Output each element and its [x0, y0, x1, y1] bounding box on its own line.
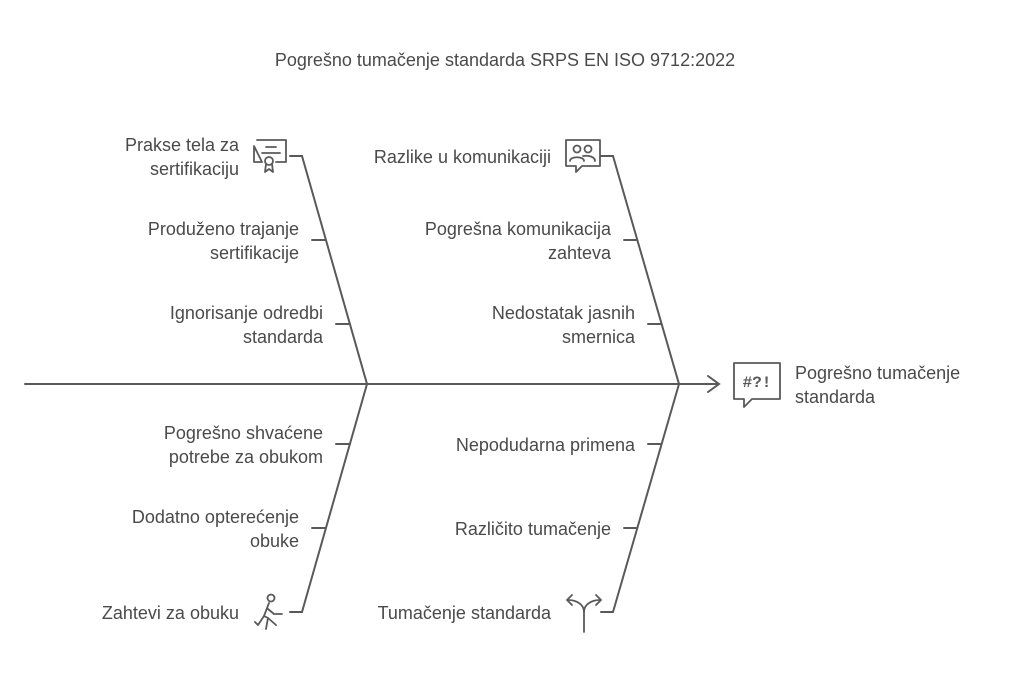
bone-communication [613, 156, 679, 384]
certificate-icon [250, 136, 290, 176]
cause-label: Produženo trajanje sertifikacije [147, 219, 299, 263]
split-arrows-icon [564, 590, 604, 634]
cause-label: Pogrešna komunikacija zahteva [424, 219, 611, 263]
cause-label: Različito tumačenje [454, 519, 611, 539]
category-interpretation-label: Tumačenje standarda [377, 603, 551, 623]
category-communication-label: Razlike u komunikaciji [373, 147, 551, 167]
cause-label: Pogrešno shvaćene potrebe za obukom [163, 423, 323, 467]
effect-label: Pogrešno tumačenje standarda [795, 363, 961, 407]
bone-training [302, 384, 367, 612]
people-chat-icon [562, 137, 602, 177]
category-certification-label: Prakse tela za sertifikaciju [124, 135, 239, 179]
cause-label: Dodatno opterećenje obuke [131, 507, 299, 551]
cause-label: Nepodudarna primena [455, 435, 635, 455]
diagram-title: Pogrešno tumačenje standarda SRPS EN ISO 9712:2022 [274, 50, 736, 70]
interrobang-speech-bubble-icon [732, 361, 782, 411]
bone-certification [302, 156, 367, 384]
person-running-icon [252, 592, 290, 632]
category-training-label: Zahtevi za obuku [101, 603, 239, 623]
bone-interpretation [613, 384, 679, 612]
cause-label: Ignorisanje odredbi standarda [169, 303, 323, 347]
cause-label: Nedostatak jasnih smernica [491, 303, 635, 347]
svg-text:#?!: #?! [742, 374, 772, 392]
